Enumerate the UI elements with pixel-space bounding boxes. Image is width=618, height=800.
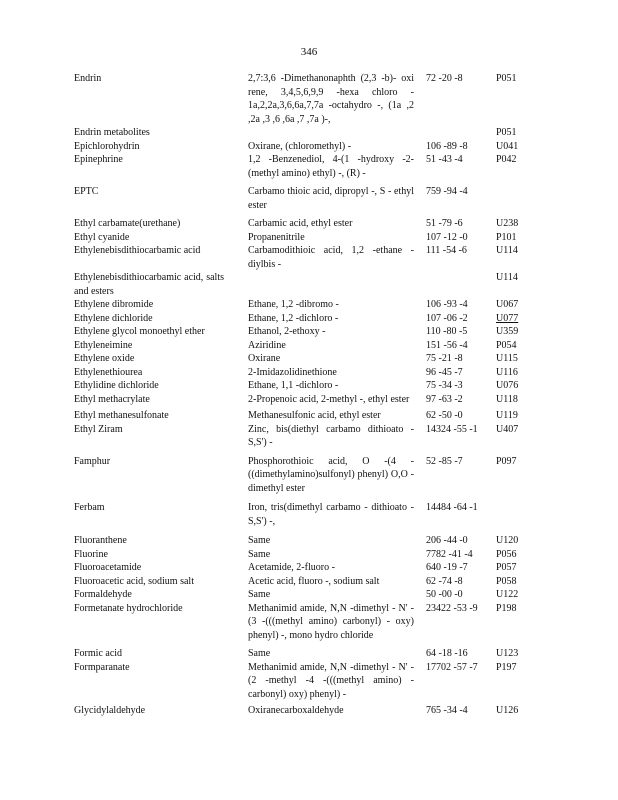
cas-number: 75 -21 -8 [426,353,463,364]
chemical-name: Same [248,548,271,560]
cas-number: 111 -54 -6 [426,245,467,256]
cas-number: 52 -85 -7 [426,455,463,467]
chemical-name: Ethane, 1,1 -dichloro - [248,380,339,391]
cas-number: 62 -50 -0 [426,410,463,421]
chemical-name: Carbamic acid, ethyl ester [248,218,353,229]
cas-number: 97 -63 -2 [426,393,463,405]
table-row [74,393,554,407]
chemical-name: Carbamodithioic acid, 1,2 -ethane - diylbis - [248,245,414,270]
waste-code: U114 [496,245,518,256]
table-row [74,185,554,212]
waste-code: U041 [496,140,519,152]
substance-name: Famphur [74,455,111,467]
table-row [74,339,554,353]
cas-number: 151 -56 -4 [426,339,468,351]
chemical-name: Iron, tris(dimethyl carbamo - dithioato -S,S') -, [248,502,414,527]
substance-name: Ethyl methanesulfonate [74,410,169,421]
table-row [74,126,554,140]
waste-code: U076 [496,380,519,391]
table-row [74,575,554,589]
chemical-name: Same [248,648,271,659]
substance-name: Ethylene glycol monoethyl ether [74,326,205,337]
substance-name: Ethyl carbamate(urethane) [74,218,181,229]
cas-number: 7782 -41 -4 [426,548,473,560]
substance-name: Fluorine [74,548,108,560]
cas-number: 14484 -64 -1 [426,502,478,513]
waste-code: U067 [496,299,519,310]
table-row [74,312,554,326]
chemical-name: Methanimid amide, N,N -dimethyl - N' -(3 -(((methyl amino) carbonyl) - oxy) phenyl) -, mono hydro chloride [248,602,414,641]
table-row [74,379,554,393]
page-number: 346 [300,46,318,58]
chemical-name: Oxiranecarboxaldehyde [248,705,344,716]
table-row [74,217,554,231]
substance-name: Ferbam [74,502,105,513]
substance-name: Endrin metabolites [74,127,150,138]
chemical-name: Carbamo thioic acid, dipropyl -, S - ethyl ester [248,186,414,211]
waste-code: P051 [496,127,517,138]
cas-number: 64 -18 -16 [426,648,468,659]
substance-name: Epinephrine [74,154,123,165]
substance-name: Formaldehyde [74,589,132,600]
substance-name: Formparanate [74,661,130,673]
table-row [74,588,554,602]
substance-name: Fluoranthene [74,535,127,546]
hazardous-waste-table [74,72,554,718]
cas-number: 50 -00 -0 [426,589,463,600]
substance-name: Formetanate hydrochloride [74,602,183,614]
cas-number: 765 -34 -4 [426,705,468,716]
table-row [74,602,554,643]
chemical-name: Same [248,535,271,546]
waste-code: P097 [496,455,517,467]
waste-code: P056 [496,548,517,560]
waste-code: P198 [496,602,517,614]
table-row [74,271,554,298]
table-row [74,352,554,366]
chemical-name: 2-Propenoic acid, 2-methyl -, ethyl ester [248,393,410,405]
waste-code: U114 [496,272,518,283]
substance-name: Ethyl cyanide [74,231,130,243]
cas-number: 110 -80 -5 [426,326,468,337]
waste-code: P042 [496,154,517,165]
substance-name: Ethylene dibromide [74,299,154,310]
waste-code: U359 [496,326,519,337]
waste-code: U077 [496,312,519,324]
cas-number: 51 -43 -4 [426,154,463,165]
substance-name: Ethyl methacrylate [74,393,150,405]
chemical-name: Oxirane, (chloromethyl) - [248,140,352,152]
waste-code: U120 [496,535,519,546]
waste-code: P057 [496,562,517,573]
cas-number: 106 -89 -8 [426,140,468,152]
chemical-name: Methanesulfonic acid, ethyl ester [248,410,381,421]
cas-number: 72 -20 -8 [426,73,463,84]
waste-code: U118 [496,393,518,405]
waste-code: U123 [496,648,519,659]
cas-number: 51 -79 -6 [426,218,463,229]
cas-number: 107 -06 -2 [426,312,468,324]
table-row [74,244,554,271]
cas-number: 75 -34 -3 [426,380,463,391]
chemical-name: Aziridine [248,339,286,351]
chemical-name: Oxirane [248,353,281,364]
chemical-name: Acetic acid, fluoro -, sodium salt [248,575,380,587]
substance-name: Ethylidine dichloride [74,380,159,391]
table-row [74,501,554,528]
substance-name: Ethyl Ziram [74,423,123,435]
substance-name: Ethylene oxide [74,353,135,364]
table-row [74,661,554,702]
cas-number: 107 -12 -0 [426,231,468,243]
substance-name: Epichlorohydrin [74,140,140,152]
table-row [74,409,554,423]
table-row [74,704,554,718]
cas-number: 759 -94 -4 [426,186,468,197]
chemical-name: Acetamide, 2-fluoro - [248,562,335,573]
chemical-name: Zinc, bis(diethyl carbamo dithioato - S,S') - [248,423,414,448]
substance-name: Ethylene dichloride [74,312,153,324]
table-row [74,366,554,380]
waste-code: U407 [496,423,519,435]
waste-code: P054 [496,339,517,351]
chemical-name: Propanenitrile [248,231,305,243]
chemical-name: 2-Imidazolidinethione [248,366,337,378]
table-row [74,72,554,126]
table-row [74,561,554,575]
chemical-name: 2,7:3,6 -Dimethanonaphth (2,3 -b)- oxi rene, 3,4,5,6,9,9 -hexa chloro - 1a,2,2a,3,6,6a,7,7a -octahydro -, (1a ,2 ,2a ,3 ,6 ,6a ,7 ,7a )-, [248,73,414,125]
chemical-name: Methanimid amide, N,N -dimethyl - N' -(2 -methyl -4 -(((methyl amino) - carbonyl) oxy) phenyl) - [248,661,414,700]
table-row [74,298,554,312]
substance-name: Ethylenebisdithiocarbamic acid [74,245,201,256]
waste-code: P197 [496,661,517,673]
substance-name: Fluoroacetamide [74,562,142,573]
chemical-name: Ethane, 1,2 -dichloro - [248,312,339,324]
table-row [74,548,554,562]
table-row [74,423,554,450]
cas-number: 106 -93 -4 [426,299,468,310]
chemical-name: 1,2 -Benzenediol, 4-(1 -hydroxy -2- (methyl amino) ethyl) -, (R) - [248,154,414,179]
cas-number: 62 -74 -8 [426,575,463,587]
substance-name: Ethylenebisdithiocarbamic acid, salts and esters [74,272,224,297]
waste-code: U238 [496,218,519,229]
cas-number: 206 -44 -0 [426,535,468,546]
waste-code: U115 [496,353,518,364]
substance-name: Ethylenethiourea [74,366,143,378]
table-row [74,534,554,548]
chemical-name: Phosphorothioic acid, O -(4 - ((dimethylamino)sulfonyl) phenyl) O,O -dimethyl ester [248,455,414,494]
cas-number: 17702 -57 -7 [426,661,478,673]
substance-name: EPTC [74,186,99,197]
waste-code: U119 [496,410,518,421]
waste-code: P058 [496,575,517,587]
chemical-name: Same [248,589,271,600]
waste-code: U116 [496,366,518,378]
waste-code: P051 [496,73,517,84]
substance-name: Endrin [74,73,102,84]
chemical-name: Ethane, 1,2 -dibromo - [248,299,339,310]
table-row [74,140,554,154]
table-row [74,325,554,339]
waste-code: U122 [496,589,519,600]
table-row [74,153,554,180]
substance-name: Fluoroacetic acid, sodium salt [74,575,194,587]
waste-code: U126 [496,705,519,716]
table-row [74,647,554,661]
table-row [74,231,554,245]
table-row [74,455,554,496]
waste-code: P101 [496,231,517,243]
cas-number: 14324 -55 -1 [426,423,478,435]
substance-name: Ethyleneimine [74,339,133,351]
chemical-name: Ethanol, 2-ethoxy - [248,326,326,337]
cas-number: 23422 -53 -9 [426,602,478,614]
substance-name: Glycidylaldehyde [74,705,146,716]
substance-name: Formic acid [74,648,123,659]
cas-number: 640 -19 -7 [426,562,468,573]
cas-number: 96 -45 -7 [426,366,463,378]
